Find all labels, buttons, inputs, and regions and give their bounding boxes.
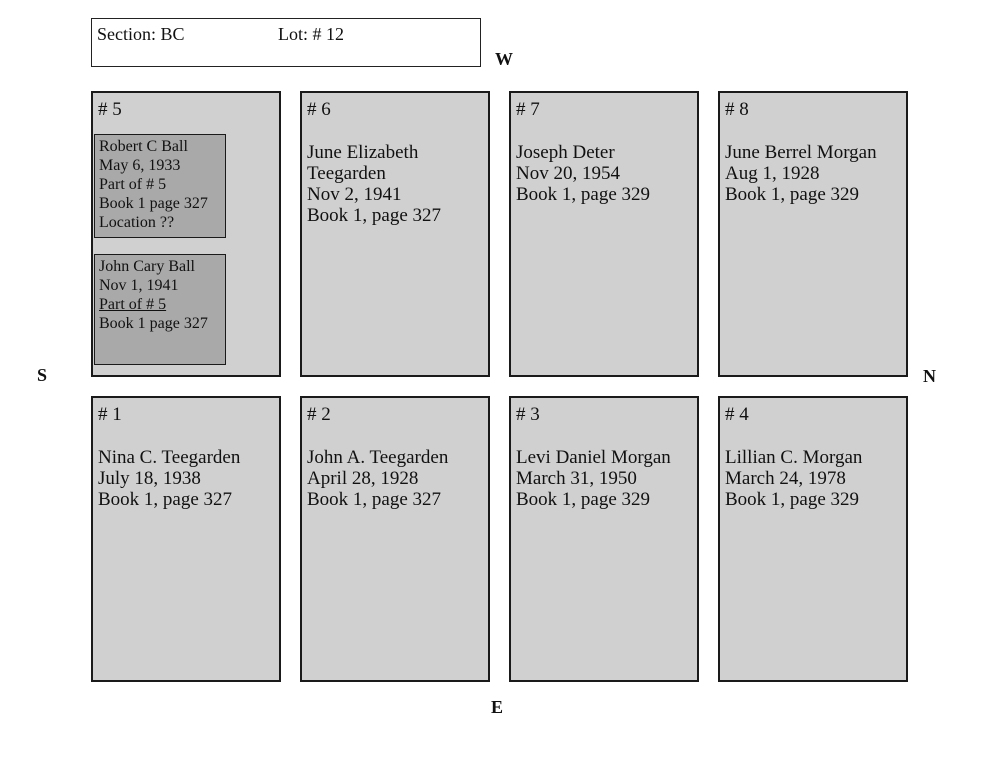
plot-text xyxy=(725,142,877,205)
plot-text xyxy=(307,142,441,226)
lot-label: Lot: # 12 xyxy=(278,24,344,44)
sub-plot-john-ball xyxy=(94,254,226,365)
compass-east: E xyxy=(491,697,504,717)
plot-line: Levi Daniel Morgan xyxy=(516,447,671,468)
plot-text xyxy=(307,447,448,510)
compass-south: S xyxy=(37,365,48,385)
compass-west: W xyxy=(495,49,513,69)
sub-plot-line: Book 1 page 327 xyxy=(99,315,208,332)
plot-line: March 31, 1950 xyxy=(516,468,637,489)
plot-line: April 28, 1928 xyxy=(307,468,419,489)
plot-4 xyxy=(718,396,908,682)
plot-number: # 2 xyxy=(307,404,331,425)
plot-text xyxy=(516,142,650,205)
plot-1 xyxy=(91,396,281,682)
plot-line: Nov 20, 1954 xyxy=(516,163,620,184)
plot-number: # 1 xyxy=(98,404,122,425)
plot-number: # 5 xyxy=(98,99,122,120)
plot-line: July 18, 1938 xyxy=(98,468,201,489)
plot-line: John A. Teegarden xyxy=(307,447,449,468)
plot-2 xyxy=(300,396,490,682)
section-label: Section: BC xyxy=(97,24,185,44)
sub-plot-line: John Cary Ball xyxy=(99,258,195,275)
plot-text xyxy=(725,447,862,510)
plot-number: # 8 xyxy=(725,99,749,120)
plot-line: Book 1, page 329 xyxy=(725,489,860,510)
plot-7 xyxy=(509,91,699,377)
section-lot-header xyxy=(91,18,481,67)
sub-plot-line: May 6, 1933 xyxy=(99,157,181,174)
compass-north: N xyxy=(923,366,936,386)
plot-line: Joseph Deter xyxy=(516,142,615,163)
plot-line: March 24, 1978 xyxy=(725,468,846,489)
plot-text xyxy=(516,447,671,510)
plot-line: Book 1, page 327 xyxy=(307,489,442,510)
sub-plot-line: Part of # 5 xyxy=(99,296,167,313)
plot-5 xyxy=(91,91,281,377)
sub-plot-line: Part of # 5 xyxy=(99,176,167,193)
sub-plot-line: Nov 1, 1941 xyxy=(99,277,179,294)
plot-line: Nov 2, 1941 xyxy=(307,184,402,205)
sub-plot-line: Robert C Ball xyxy=(99,138,188,155)
plot-line: June Elizabeth xyxy=(307,142,419,163)
plot-line: Book 1, page 329 xyxy=(516,184,651,205)
plot-number: # 6 xyxy=(307,99,331,120)
plot-line: Lillian C. Morgan xyxy=(725,447,863,468)
plot-number: # 7 xyxy=(516,99,540,120)
plot-line: Book 1, page 329 xyxy=(516,489,651,510)
plot-line: Book 1, page 327 xyxy=(307,205,442,226)
sub-plot-line: Book 1 page 327 xyxy=(99,195,208,212)
plot-line: Aug 1, 1928 xyxy=(725,163,820,184)
plot-line: Nina C. Teegarden xyxy=(98,447,241,468)
plot-line: Book 1, page 329 xyxy=(725,184,860,205)
plot-line: June Berrel Morgan xyxy=(725,142,877,163)
sub-plot-line: Location ?? xyxy=(99,214,175,231)
sub-plot-robert-ball xyxy=(94,134,226,238)
plot-line: Book 1, page 327 xyxy=(98,489,233,510)
plot-8 xyxy=(718,91,908,377)
plot-text xyxy=(98,447,240,510)
plot-3 xyxy=(509,396,699,682)
plot-line: Teegarden xyxy=(307,163,386,184)
plot-6 xyxy=(300,91,490,377)
plot-number: # 3 xyxy=(516,404,540,425)
plot-number: # 4 xyxy=(725,404,749,425)
